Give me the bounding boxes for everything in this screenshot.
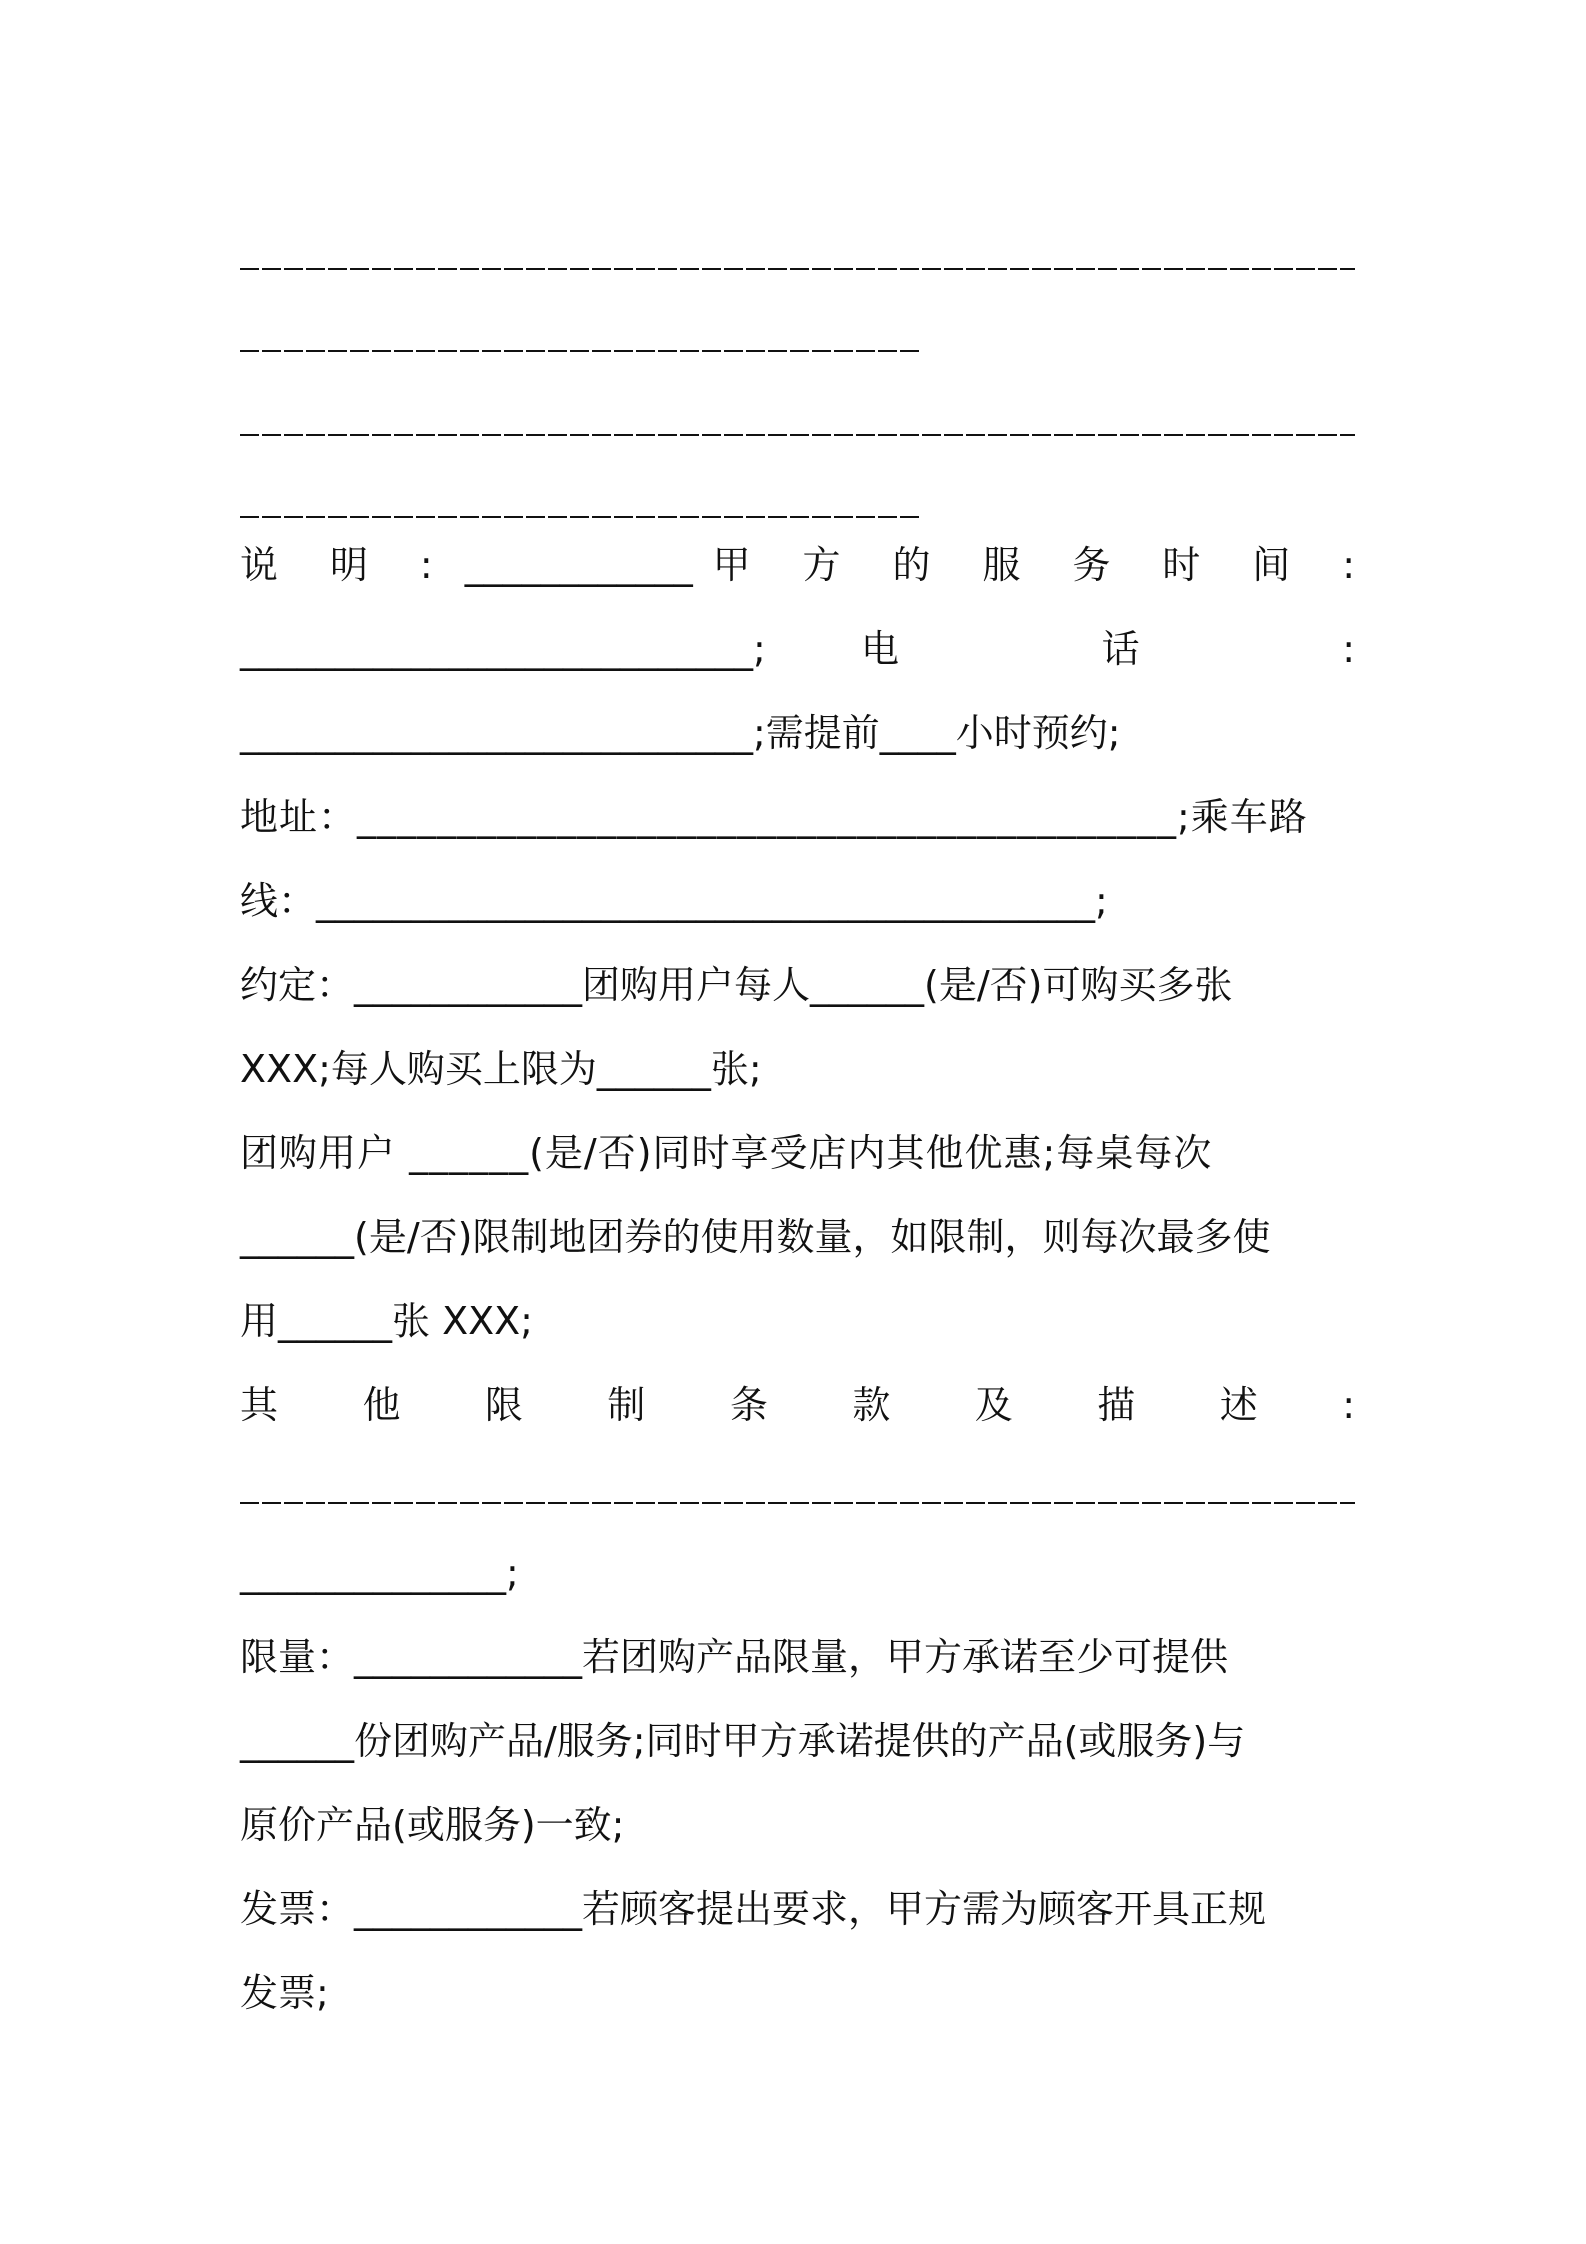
invoice-line: 发票：____________若顾客提出要求，甲方需为顾客开具正规 — [240, 1887, 1267, 1931]
address-line: 地址：_________________________________________;乘车路 — [240, 795, 1308, 839]
coupon-usage-line: ______(是/否)限制地团券的使用数量，如限制，则每次最多使 — [240, 1215, 1271, 1259]
other-discounts-line: 团购用户 ______(是/否)同时享受店内其他优惠;每桌每次 — [240, 1131, 1213, 1175]
service-description-line: 说 明 : ____________甲 方 的 服 务 时 间 : — [240, 543, 1355, 587]
other-terms-heading: 其 他 限 制 条 款 及 描 述 : — [240, 1383, 1355, 1427]
blank-line — [240, 312, 1355, 362]
invoice-end-line: 发票; — [240, 1971, 329, 2015]
blank-line — [240, 1464, 1355, 1514]
product-service-line: ______份团购产品/服务;同时甲方承诺提供的产品(或服务)与 — [240, 1719, 1246, 1763]
route-line: 线：_________________________________________; — [240, 879, 1108, 923]
other-terms-blank-end: ______________; — [240, 1551, 519, 1595]
blank-line — [240, 478, 1355, 528]
agreement-line: 约定：____________团购用户每人______(是/否)可购买多张 — [240, 963, 1233, 1007]
quantity-limit-line: 限量：____________若团购产品限量，甲方承诺至少可提供 — [240, 1635, 1229, 1679]
blank-line — [240, 396, 1355, 446]
original-price-line: 原价产品(或服务)一致; — [240, 1803, 625, 1847]
phone-line: ___________________________;电 话 : — [240, 627, 1355, 671]
advance-booking-line: ___________________________;需提前____小时预约; — [240, 711, 1121, 755]
purchase-limit-line: XXX;每人购买上限为______张; — [240, 1047, 762, 1091]
blank-line — [240, 230, 1355, 280]
coupon-count-line: 用______张 XXX; — [240, 1299, 533, 1343]
